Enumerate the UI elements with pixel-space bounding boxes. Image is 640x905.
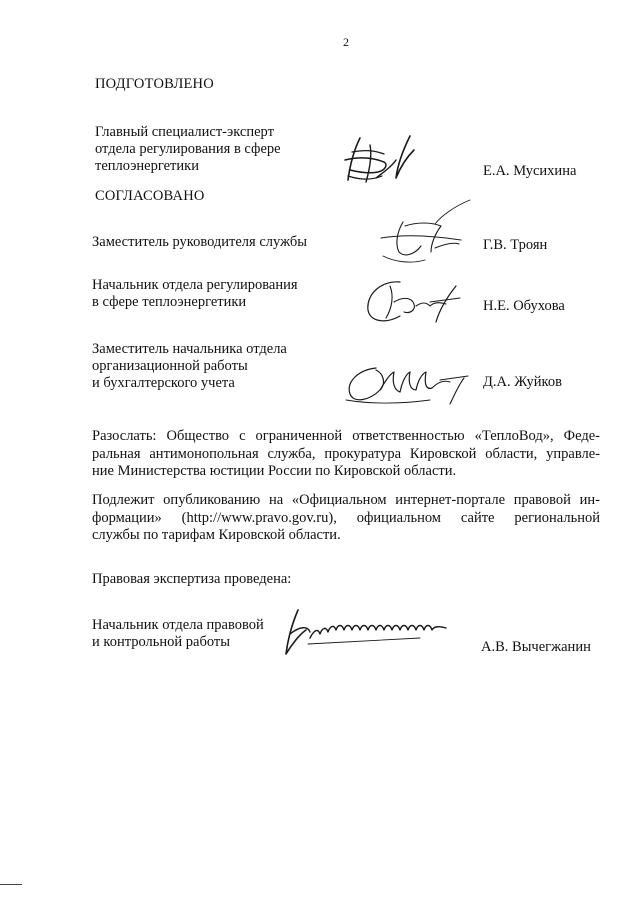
distribution-line-1: Разослать: Общество с ограниченной ответственностью «ТеплоВод», Феде-	[92, 428, 600, 444]
signatory-3-position-line-1: Заместитель начальника отдела	[92, 341, 287, 357]
signatory-1-position-line-1: Заместитель руководителя службы	[92, 234, 308, 250]
publication-line-1: Подлежит опубликованию на «Официальном интернет-портале правовой ин-	[92, 492, 600, 508]
legal-review-statement: Правовая экспертиза проведена:	[92, 571, 292, 587]
signature-musikhina	[340, 130, 430, 190]
publication-line-2: формации» (http://www.pravo.gov.ru), официальном сайте региональной	[92, 509, 600, 526]
signatory-3-position-line-3: и бухгалтерского учета	[92, 375, 235, 391]
signatory-3-position-line-2: организационной работы	[92, 358, 248, 374]
signatory-2-position-line-2: в сфере теплоэнергетики	[92, 294, 247, 310]
prepared-position-line-2: отдела регулирования в сфере	[95, 141, 281, 157]
signature-obukhova	[360, 272, 470, 332]
legal-review-name: А.В. Вычегжанин	[481, 639, 591, 655]
prepared-heading: ПОДГОТОВЛЕНО	[95, 76, 214, 92]
page-corner-mark	[0, 884, 22, 885]
prepared-name: Е.А. Мусихина	[483, 163, 577, 179]
prepared-position-line-3: теплоэнергетики	[95, 158, 199, 174]
signatory-2-position-line-1: Начальник отдела регулирования	[92, 277, 298, 293]
signature-vychegzhanin	[270, 604, 460, 664]
signatory-1-name: Г.В. Троян	[483, 237, 548, 253]
page-number: 2	[343, 35, 349, 49]
publication-paragraph	[92, 492, 600, 545]
signatory-3-name: Д.А. Жуйков	[483, 374, 562, 390]
agreed-heading: СОГЛАСОВАНО	[95, 188, 205, 204]
legal-review-position-line-1: Начальник отдела правовой	[92, 617, 264, 633]
distribution-line-3: ние Министерства юстиции России по Кировской области.	[92, 463, 457, 479]
signature-zhuikov	[340, 360, 475, 410]
signatory-2-name: Н.Е. Обухова	[483, 298, 565, 314]
distribution-paragraph	[92, 428, 600, 481]
signature-troyan	[375, 192, 485, 272]
prepared-position-line-1: Главный специалист-эксперт	[95, 124, 274, 140]
publication-line-3: службы по тарифам Кировской области.	[92, 527, 341, 543]
distribution-line-2: ральная антимонопольная служба, прокуратура Кировской области, управле-	[92, 445, 600, 462]
legal-review-position-line-2: и контрольной работы	[92, 634, 230, 650]
